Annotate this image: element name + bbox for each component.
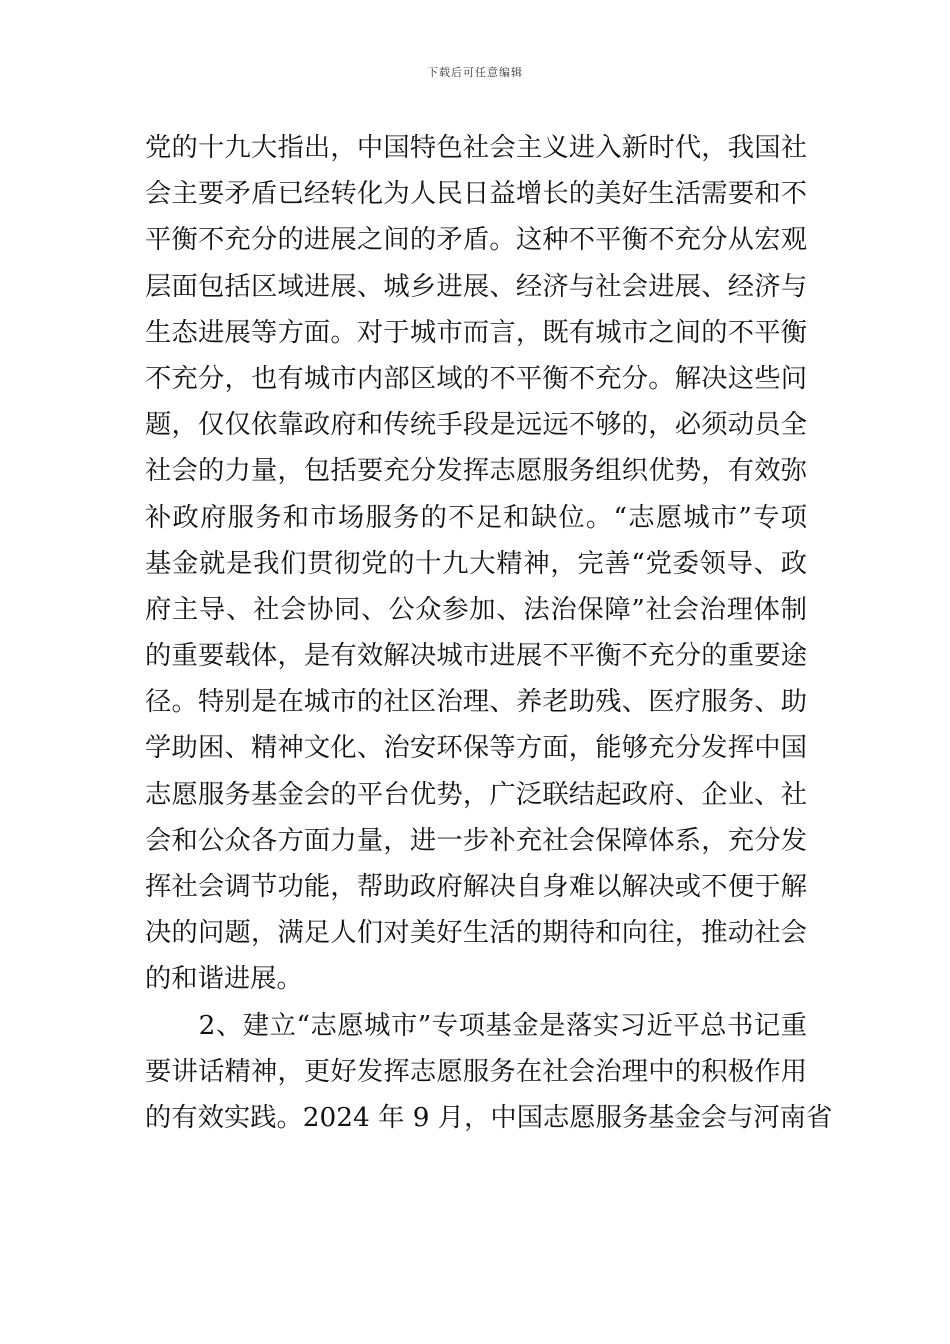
- paragraph-1-line: 不充分，也有城市内部区域的不平衡不充分。解决这些问: [145, 363, 807, 394]
- paragraph-1-line: 挥社会调节功能，帮助政府解决自身难以解决或不便于解: [145, 872, 807, 902]
- paragraph-1-line: 基金就是我们贯彻党的十九大精神，完善“党委领导、政: [145, 548, 807, 579]
- paragraph-2-line: 要讲话精神，更好发挥志愿服务在社会治理中的积极作用: [145, 1056, 807, 1087]
- paragraph-1-line: 题，仅仅依靠政府和传统手段是远远不够的，必须动员全: [145, 410, 807, 441]
- paragraph-1-line: 会和公众各方面力量，进一步补充社会保障体系，充分发: [145, 825, 807, 856]
- paragraph-1-line: 会主要矛盾已经转化为人民日益增长的美好生活需要和不: [145, 179, 807, 210]
- paragraph-1-line: 府主导、社会协同、公众参加、法治保障”社会治理体制: [145, 594, 807, 625]
- paragraph-1-line: 志愿服务基金会的平台优势，广泛联结起政府、企业、社: [145, 779, 807, 810]
- paragraph-1-line: 学助困、精神文化、治安环保等方面，能够充分发挥中国: [145, 733, 807, 764]
- paragraph-1-line: 社会的力量，包括要充分发挥志愿服务组织优势，有效弥: [145, 456, 807, 487]
- paragraph-1-line: 层面包括区域进展、城乡进展、经济与社会进展、经济与: [145, 271, 807, 302]
- paragraph-1-line: 径。特别是在城市的社区治理、养老助残、医疗服务、助: [145, 687, 807, 718]
- paragraph-1-line: 的重要载体，是有效解决城市进展不平衡不充分的重要途: [145, 641, 807, 672]
- paragraph-2-line: 的有效实践。2024 年 9 月，中国志愿服务基金会与河南省: [145, 1102, 833, 1133]
- paragraph-1-line: 补政府服务和市场服务的不足和缺位。“志愿城市”专项: [145, 502, 807, 533]
- paragraph-1-line: 生态进展等方面。对于城市而言，既有城市之间的不平衡: [145, 317, 807, 348]
- paragraph-1-line: 平衡不充分的进展之间的矛盾。这种不平衡不充分从宏观: [145, 225, 807, 256]
- paragraph-1-line: 决的问题，满足人们对美好生活的期待和向往，推动社会: [145, 918, 807, 949]
- paragraph-2-line: 2、建立“志愿城市”专项基金是落实习近平总书记重: [145, 1010, 807, 1041]
- document-body: [145, 125, 833, 1141]
- paragraph-1-line: 党的十九大指出，中国特色社会主义进入新时代，我国社: [145, 133, 807, 163]
- page-header-note: 下载后可任意编辑: [427, 66, 523, 79]
- paragraph-1-line: 的和谐进展。: [145, 964, 303, 995]
